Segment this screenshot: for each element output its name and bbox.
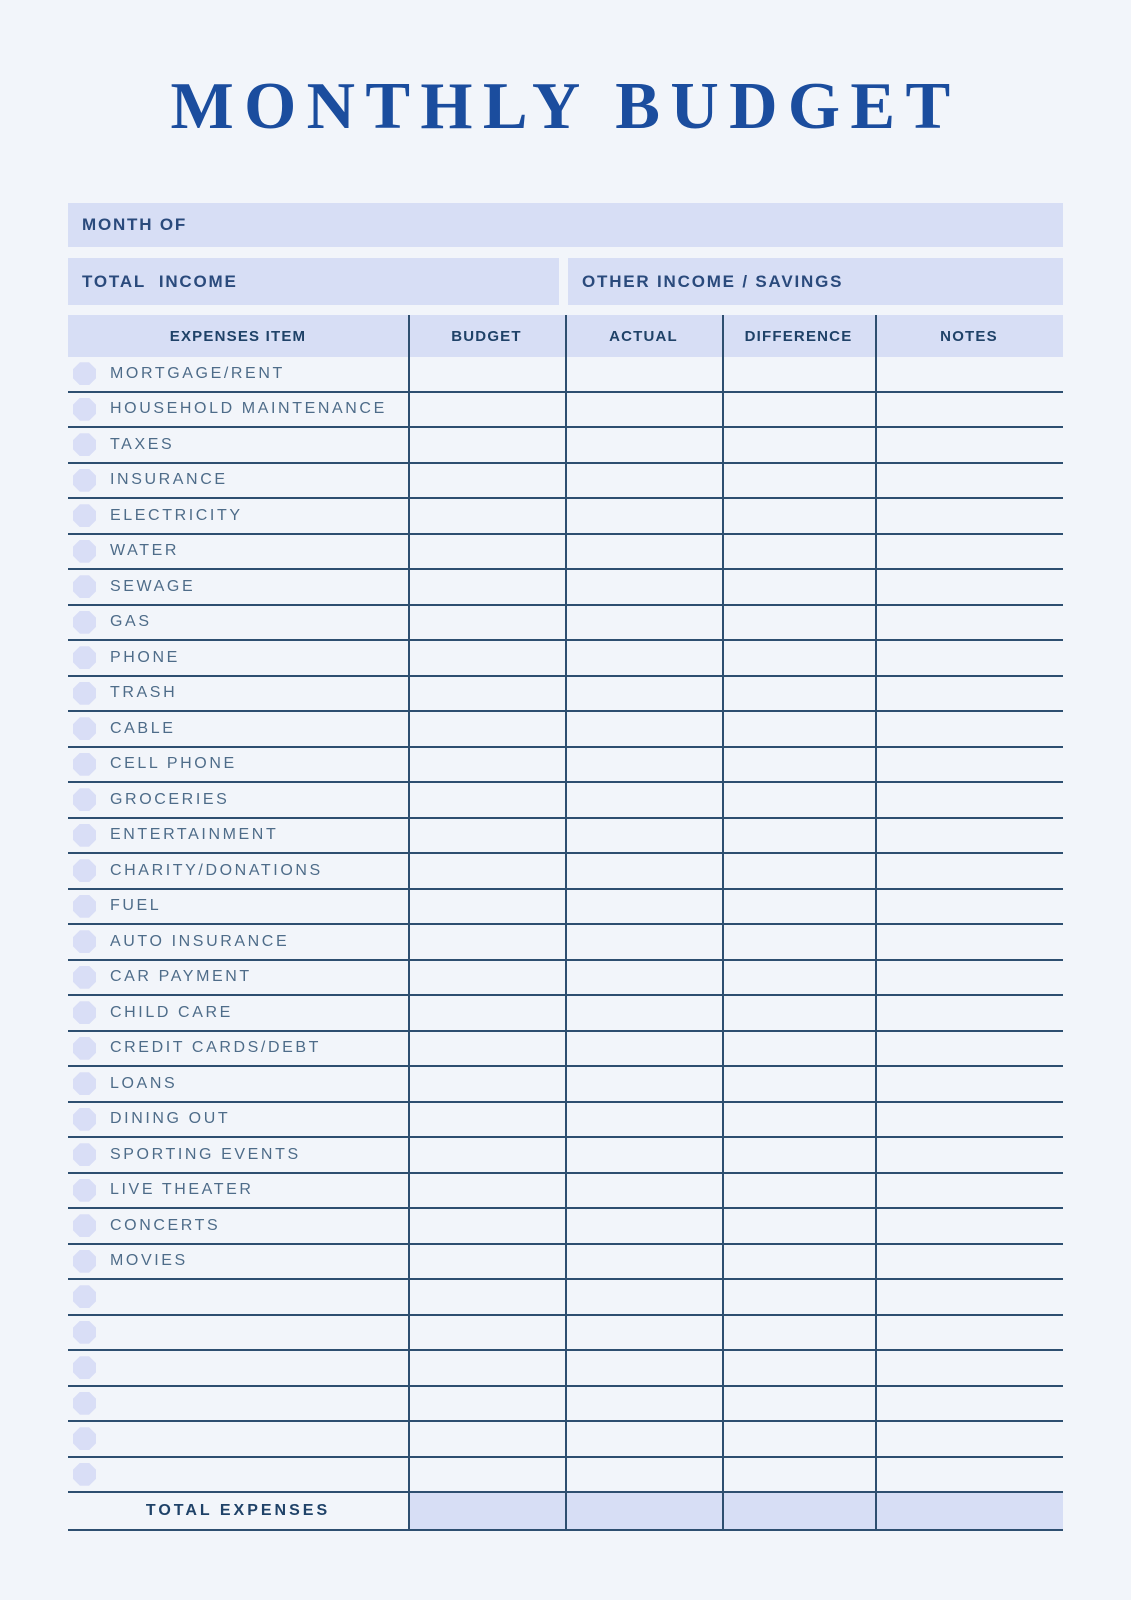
budget-cell[interactable] — [408, 1316, 565, 1350]
actual-cell[interactable] — [565, 1138, 722, 1172]
budget-cell[interactable] — [408, 996, 565, 1030]
actual-cell[interactable] — [565, 535, 722, 569]
budget-cell[interactable] — [408, 783, 565, 817]
expense-label: MOVIES — [110, 1252, 188, 1270]
budget-cell[interactable] — [408, 464, 565, 498]
expense-label: WATER — [110, 542, 179, 560]
expense-label: CREDIT CARDS/DEBT — [110, 1039, 322, 1057]
expense-label: MORTGAGE/RENT — [110, 364, 285, 382]
actual-cell[interactable] — [565, 677, 722, 711]
actual-cell[interactable] — [565, 996, 722, 1030]
bullet-icon — [73, 859, 96, 882]
notes-cell[interactable] — [875, 1067, 1063, 1101]
expense-item-cell — [68, 1316, 408, 1350]
budget-cell[interactable] — [408, 890, 565, 924]
notes-cell[interactable] — [875, 570, 1063, 604]
budget-cell[interactable] — [408, 712, 565, 746]
difference-cell[interactable] — [722, 535, 875, 569]
budget-cell[interactable] — [408, 1032, 565, 1066]
other-income-savings-field[interactable] — [568, 258, 1063, 305]
expense-item-cell — [68, 819, 408, 853]
budget-cell[interactable] — [408, 1103, 565, 1137]
difference-cell[interactable] — [722, 499, 875, 533]
expense-label: CHILD CARE — [110, 1003, 233, 1021]
header-actual: ACTUAL — [609, 327, 678, 345]
difference-cell[interactable] — [722, 1280, 875, 1314]
budget-cell[interactable] — [408, 1067, 565, 1101]
expense-item-cell — [68, 1032, 408, 1066]
expense-label: CAR PAYMENT — [110, 968, 252, 986]
expense-item-cell — [68, 570, 408, 604]
difference-cell[interactable] — [722, 570, 875, 604]
bullet-icon — [73, 682, 96, 705]
month-of-label: MONTH OF — [82, 215, 188, 234]
expense-item-cell — [68, 748, 408, 782]
expense-item-cell — [68, 961, 408, 995]
notes-cell[interactable] — [875, 357, 1063, 391]
actual-cell[interactable] — [565, 570, 722, 604]
expense-label: SEWAGE — [110, 577, 196, 595]
actual-cell[interactable] — [565, 1209, 722, 1243]
expense-item-cell — [68, 1351, 408, 1385]
expense-label: CHARITY/DONATIONS — [110, 861, 323, 879]
bullet-icon — [73, 753, 96, 776]
budget-cell[interactable] — [408, 854, 565, 888]
column-divider — [408, 315, 410, 1531]
total-income-field[interactable] — [68, 258, 559, 305]
budget-cell[interactable] — [408, 925, 565, 959]
actual-cell[interactable] — [565, 819, 722, 853]
notes-cell[interactable] — [875, 819, 1063, 853]
actual-cell[interactable] — [565, 641, 722, 675]
header-budget: BUDGET — [451, 327, 522, 345]
notes-cell[interactable] — [875, 1280, 1063, 1314]
budget-cell[interactable] — [408, 357, 565, 391]
budget-cell[interactable] — [408, 961, 565, 995]
actual-cell[interactable] — [565, 890, 722, 924]
bullet-icon — [73, 1072, 96, 1095]
difference-cell[interactable] — [722, 677, 875, 711]
actual-cell[interactable] — [565, 393, 722, 427]
expense-label: FUEL — [110, 897, 162, 915]
notes-cell[interactable] — [875, 464, 1063, 498]
notes-cell[interactable] — [875, 1174, 1063, 1208]
bullet-icon — [73, 895, 96, 918]
notes-cell[interactable] — [875, 1351, 1063, 1385]
difference-cell[interactable] — [722, 925, 875, 959]
difference-cell[interactable] — [722, 854, 875, 888]
bullet-icon — [73, 1463, 96, 1486]
expense-item-cell — [68, 996, 408, 1030]
actual-cell[interactable] — [565, 1245, 722, 1279]
bullet-icon — [73, 1321, 96, 1344]
difference-cell[interactable] — [722, 428, 875, 462]
notes-cell[interactable] — [875, 1387, 1063, 1421]
expense-item-cell — [68, 535, 408, 569]
difference-cell[interactable] — [722, 996, 875, 1030]
actual-cell[interactable] — [565, 1422, 722, 1456]
difference-cell[interactable] — [722, 464, 875, 498]
actual-cell[interactable] — [565, 1458, 722, 1492]
difference-cell[interactable] — [722, 748, 875, 782]
notes-cell[interactable] — [875, 641, 1063, 675]
column-divider — [565, 315, 567, 1531]
expense-label: ELECTRICITY — [110, 506, 243, 524]
bullet-icon — [73, 788, 96, 811]
bullet-icon — [73, 930, 96, 953]
budget-cell[interactable] — [408, 499, 565, 533]
difference-cell[interactable] — [722, 1067, 875, 1101]
expense-item-cell — [68, 499, 408, 533]
expense-label: SPORTING EVENTS — [110, 1145, 301, 1163]
expense-item-cell — [68, 1245, 408, 1279]
budget-cell[interactable] — [408, 1422, 565, 1456]
budget-cell[interactable] — [408, 1280, 565, 1314]
bullet-icon — [73, 1285, 96, 1308]
expense-label: LOANS — [110, 1074, 178, 1092]
bullet-icon — [73, 469, 96, 492]
actual-cell[interactable] — [565, 606, 722, 640]
notes-cell[interactable] — [875, 890, 1063, 924]
expense-label: INSURANCE — [110, 471, 228, 489]
expense-item-cell — [68, 1138, 408, 1172]
bullet-icon — [73, 398, 96, 421]
notes-cell[interactable] — [875, 499, 1063, 533]
notes-cell[interactable] — [875, 428, 1063, 462]
column-divider — [875, 315, 877, 1531]
expense-item-cell — [68, 464, 408, 498]
notes-cell[interactable] — [875, 535, 1063, 569]
difference-cell[interactable] — [722, 1458, 875, 1492]
notes-cell[interactable] — [875, 783, 1063, 817]
difference-cell[interactable] — [722, 819, 875, 853]
bullet-icon — [73, 1037, 96, 1060]
expense-item-cell — [68, 428, 408, 462]
budget-cell[interactable] — [408, 641, 565, 675]
difference-cell[interactable] — [722, 357, 875, 391]
actual-cell[interactable] — [565, 1174, 722, 1208]
notes-cell[interactable] — [875, 996, 1063, 1030]
expense-item-cell — [68, 1103, 408, 1137]
budget-cell[interactable] — [408, 535, 565, 569]
difference-cell[interactable] — [722, 1174, 875, 1208]
difference-cell[interactable] — [722, 890, 875, 924]
budget-cell[interactable] — [408, 819, 565, 853]
bullet-icon — [73, 1427, 96, 1450]
expense-label: HOUSEHOLD MAINTENANCE — [110, 400, 387, 418]
difference-cell[interactable] — [722, 1351, 875, 1385]
expense-label: AUTO INSURANCE — [110, 932, 290, 950]
expense-item-cell — [68, 1387, 408, 1421]
difference-cell[interactable] — [722, 783, 875, 817]
notes-cell[interactable] — [875, 677, 1063, 711]
notes-cell[interactable] — [875, 606, 1063, 640]
bullet-icon — [73, 540, 96, 563]
expense-item-cell — [68, 1458, 408, 1492]
budget-cell[interactable] — [408, 677, 565, 711]
bullet-icon — [73, 1108, 96, 1131]
actual-cell[interactable] — [565, 1280, 722, 1314]
actual-cell[interactable] — [565, 1032, 722, 1066]
actual-cell[interactable] — [565, 1316, 722, 1350]
difference-cell[interactable] — [722, 1138, 875, 1172]
expense-item-cell — [68, 641, 408, 675]
bullet-icon — [73, 1001, 96, 1024]
budget-cell[interactable] — [408, 1174, 565, 1208]
expense-label: CABLE — [110, 719, 176, 737]
bullet-icon — [73, 717, 96, 740]
notes-cell[interactable] — [875, 712, 1063, 746]
expense-item-cell — [68, 854, 408, 888]
expense-label: ENTERTAINMENT — [110, 826, 279, 844]
difference-cell[interactable] — [722, 606, 875, 640]
actual-cell[interactable] — [565, 499, 722, 533]
bullet-icon — [73, 1356, 96, 1379]
notes-cell[interactable] — [875, 961, 1063, 995]
bullet-icon — [73, 1250, 96, 1273]
expense-label: GROCERIES — [110, 790, 230, 808]
actual-cell[interactable] — [565, 854, 722, 888]
bullet-icon — [73, 1143, 96, 1166]
actual-cell[interactable] — [565, 925, 722, 959]
difference-cell[interactable] — [722, 1422, 875, 1456]
bullet-icon — [73, 504, 96, 527]
notes-cell[interactable] — [875, 393, 1063, 427]
notes-cell[interactable] — [875, 1103, 1063, 1137]
bullet-icon — [73, 966, 96, 989]
header-notes: NOTES — [940, 327, 998, 345]
bullet-icon — [73, 362, 96, 385]
notes-cell[interactable] — [875, 1458, 1063, 1492]
actual-cell[interactable] — [565, 464, 722, 498]
actual-cell[interactable] — [565, 783, 722, 817]
budget-cell[interactable] — [408, 748, 565, 782]
difference-cell[interactable] — [722, 1387, 875, 1421]
expense-label: TAXES — [110, 435, 175, 453]
actual-cell[interactable] — [565, 961, 722, 995]
notes-cell[interactable] — [875, 1032, 1063, 1066]
expense-item-cell — [68, 1209, 408, 1243]
difference-cell[interactable] — [722, 712, 875, 746]
difference-cell[interactable] — [722, 1316, 875, 1350]
notes-cell[interactable] — [875, 854, 1063, 888]
budget-cell[interactable] — [408, 606, 565, 640]
month-of-field[interactable] — [68, 203, 1063, 247]
expense-item-cell — [68, 925, 408, 959]
difference-cell[interactable] — [722, 1103, 875, 1137]
difference-cell[interactable] — [722, 1245, 875, 1279]
actual-cell[interactable] — [565, 1067, 722, 1101]
expense-item-cell — [68, 1422, 408, 1456]
header-difference: DIFFERENCE — [744, 327, 853, 345]
budget-cell[interactable] — [408, 1209, 565, 1243]
notes-cell[interactable] — [875, 1138, 1063, 1172]
expenses-table — [68, 315, 1063, 1531]
bullet-icon — [73, 1214, 96, 1237]
expense-item-cell — [68, 890, 408, 924]
actual-cell[interactable] — [565, 712, 722, 746]
column-divider — [722, 315, 724, 1531]
actual-cell[interactable] — [565, 748, 722, 782]
budget-cell[interactable] — [408, 1138, 565, 1172]
expense-item-cell — [68, 393, 408, 427]
notes-cell[interactable] — [875, 1422, 1063, 1456]
expense-label: CELL PHONE — [110, 755, 237, 773]
header-expenses-item: EXPENSES ITEM — [169, 327, 307, 345]
other-income-savings-label: OTHER INCOME / SAVINGS — [582, 271, 844, 291]
difference-cell[interactable] — [722, 641, 875, 675]
expense-item-cell — [68, 783, 408, 817]
actual-cell[interactable] — [565, 1387, 722, 1421]
budget-cell[interactable] — [408, 1458, 565, 1492]
difference-cell[interactable] — [722, 1209, 875, 1243]
bullet-icon — [73, 433, 96, 456]
total-income-label: TOTAL INCOME — [82, 271, 238, 291]
expense-item-cell — [68, 1067, 408, 1101]
bullet-icon — [73, 611, 96, 634]
budget-cell[interactable] — [408, 1387, 565, 1421]
notes-cell[interactable] — [875, 1316, 1063, 1350]
expense-label: DINING OUT — [110, 1110, 231, 1128]
difference-cell[interactable] — [722, 1032, 875, 1066]
budget-cell[interactable] — [408, 1351, 565, 1385]
expense-label: TRASH — [110, 684, 178, 702]
actual-cell[interactable] — [565, 357, 722, 391]
expense-item-cell — [68, 1280, 408, 1314]
bullet-icon — [73, 1179, 96, 1202]
bullet-icon — [73, 1392, 96, 1415]
expense-label: PHONE — [110, 648, 180, 666]
budget-cell[interactable] — [408, 428, 565, 462]
bullet-icon — [73, 824, 96, 847]
budget-cell[interactable] — [408, 570, 565, 604]
expense-item-cell — [68, 1174, 408, 1208]
bullet-icon — [73, 575, 96, 598]
difference-cell[interactable] — [722, 961, 875, 995]
expense-item-cell — [68, 606, 408, 640]
notes-cell[interactable] — [875, 925, 1063, 959]
expense-item-cell — [68, 712, 408, 746]
actual-cell[interactable] — [565, 1351, 722, 1385]
bullet-icon — [73, 646, 96, 669]
actual-cell[interactable] — [565, 428, 722, 462]
notes-cell[interactable] — [875, 1209, 1063, 1243]
budget-cell[interactable] — [408, 393, 565, 427]
total-expenses-value-area[interactable] — [408, 1493, 1063, 1529]
expense-label: CONCERTS — [110, 1216, 221, 1234]
total-expenses-label: TOTAL EXPENSES — [145, 1502, 331, 1519]
expense-item-cell — [68, 357, 408, 391]
expense-item-cell — [68, 677, 408, 711]
difference-cell[interactable] — [722, 393, 875, 427]
expense-label: LIVE THEATER — [110, 1181, 254, 1199]
notes-cell[interactable] — [875, 748, 1063, 782]
budget-cell[interactable] — [408, 1245, 565, 1279]
expense-label: GAS — [110, 613, 152, 631]
notes-cell[interactable] — [875, 1245, 1063, 1279]
actual-cell[interactable] — [565, 1103, 722, 1137]
page-title: MONTHLY BUDGET — [170, 69, 961, 143]
